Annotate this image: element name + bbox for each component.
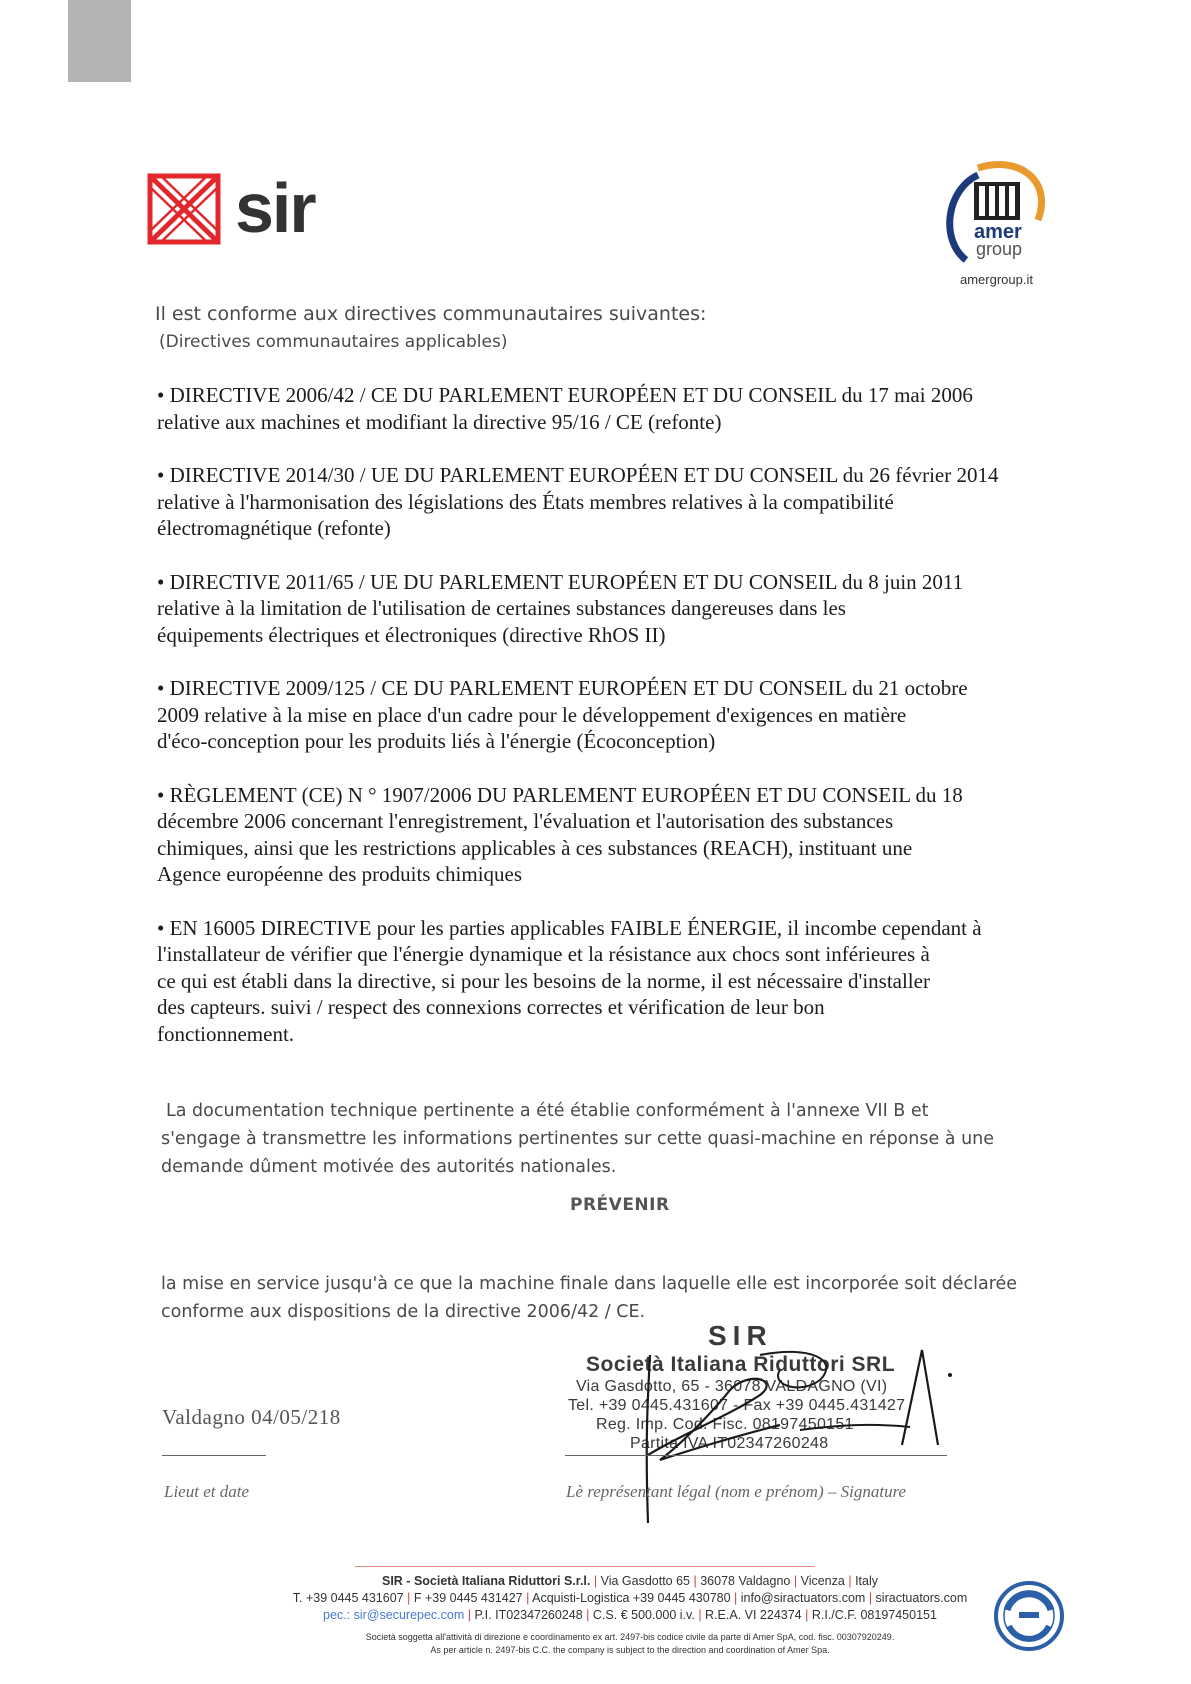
footer-company: SIR - Società Italiana Riduttori S.r.l. — [382, 1574, 591, 1588]
sir-wordmark: sir — [235, 169, 315, 247]
footer-vat: P.I. IT02347260248 — [474, 1608, 583, 1622]
footer-line-company: SIR - Società Italiana Riduttori S.r.l. | Via Gasdotto 65 | 36078 Valdagno | Vicenza | Italy — [382, 1574, 878, 1588]
directive-line: fonctionnement. — [157, 1021, 295, 1046]
directive-line: • RÈGLEMENT (CE) N ° 1907/2006 DU PARLEMENT EUROPÉEN ET DU CONSEIL du 18 — [157, 782, 963, 807]
directive-line: ce qui est établi dans la directive, si pour les besoins de la norme, il est nécessaire d'installer — [157, 968, 930, 993]
place-date-rule — [162, 1455, 266, 1456]
footer-rea: R.E.A. VI 224374 — [705, 1608, 802, 1622]
sir-logo-icon — [147, 173, 221, 245]
directive-line: des capteurs. suivi / respect des connexions correctes et vérification de leur bon — [157, 995, 825, 1019]
directive-item — [157, 675, 1057, 755]
directive-line: relative aux machines et modifiant la directive 95/16 / CE (refonte) — [157, 409, 722, 434]
page-corner-tab — [68, 0, 131, 82]
footer-capital: C.S. € 500.000 i.v. — [592, 1608, 695, 1622]
footer-address-country: Italy — [855, 1574, 878, 1588]
footer-legal-english: As per article n. 2497-bis C.C. the company is subject to the direction and coordination of Amer Spa. — [430, 1645, 830, 1655]
footer-ricf: R.I./C.F. 08197450151 — [811, 1608, 937, 1622]
directive-line: Agence européenne des produits chimiques — [157, 862, 523, 886]
directive-line: relative à l'harmonisation des législations des États membres relatives à la compatibilité — [157, 489, 894, 514]
directive-line: décembre 2006 concernant l'enregistrement, l'évaluation et l'autorisation des substances — [157, 809, 894, 833]
directive-line: l'installateur de vérifier que l'énergie dynamique et la résistance aux chocs sont inférieures à — [157, 942, 930, 966]
directive-line: relative à la limitation de l'utilisation de certaines substances dangereuses dans les — [157, 596, 846, 620]
final-line: conforme aux dispositions de la directive 2006/42 / CE. — [161, 1302, 646, 1322]
directive-line: • DIRECTIVE 2006/42 / CE DU PARLEMENT EUROPÉEN ET DU CONSEIL du 17 mai 2006 — [157, 383, 973, 407]
place-date-value: Valdagno 04/05/218 — [162, 1405, 341, 1429]
partner-website: amergroup.it — [960, 272, 1033, 287]
directive-line: • EN 16005 DIRECTIVE pour les parties applicables FAIBLE ÉNERGIE, il incombe cependant à — [157, 915, 982, 940]
footer-line-registry: pec.: sir@securepec.com | P.I. IT02347260248 | C.S. € 500.000 i.v. | R.E.A. VI 224374 | R.I./C.F. 08197450151 — [323, 1608, 937, 1622]
intro-line-2: (Directives communautaires applicables) — [159, 332, 508, 352]
tech-doc-line: s'engage à transmettre les informations pertinentes sur cette quasi-machine en réponse à une — [161, 1129, 995, 1149]
stamp-title: SIR — [708, 1320, 773, 1351]
directive-item — [157, 462, 1057, 542]
footer-address-street: Via Gasdotto 65 — [600, 1574, 691, 1588]
tech-doc-line: demande dûment motivée des autorités nationales. — [161, 1157, 617, 1177]
footer-address-province: Vicenza — [800, 1574, 845, 1588]
directive-line: équipements électriques et électroniques (directive RhOS II) — [157, 622, 666, 647]
final-line: la mise en service jusqu'à ce que la machine finale dans laquelle elle est incorporée soit déclarée — [161, 1274, 1018, 1294]
footer-website[interactable]: siractuators.com — [875, 1591, 968, 1605]
directive-line: d'éco-conception pour les produits liés à l'énergie (Écoconception) — [157, 729, 716, 753]
directive-line: chimiques, ainsi que les restrictions applicables à ces substances (REACH), instituant une — [157, 835, 913, 860]
final-paragraph — [161, 1270, 1081, 1326]
directive-item — [157, 382, 1057, 435]
amer-text: amer — [974, 221, 1022, 243]
place-date-label: Lieut et date — [164, 1482, 249, 1501]
intro-block — [155, 300, 706, 356]
directive-line: • DIRECTIVE 2011/65 / UE DU PARLEMENT EUROPÉEN ET DU CONSEIL du 8 juin 2011 — [157, 569, 964, 594]
iso-certification-badge-icon — [993, 1580, 1065, 1652]
stamp-vat: Partita IVA IT02347260248 — [630, 1435, 829, 1452]
group-text: group — [976, 239, 1023, 259]
footer — [200, 1573, 1060, 1657]
footer-pec[interactable]: pec.: sir@securepec.com — [323, 1608, 465, 1622]
directive-item — [157, 782, 1057, 888]
signature-rule — [565, 1455, 947, 1456]
footer-fax: F +39 0445 431427 — [413, 1591, 523, 1605]
stamp-company: Società Italiana Riduttori SRL — [586, 1353, 896, 1376]
footer-phone: T. +39 0445 431607 — [292, 1591, 404, 1605]
prevenir-heading: PRÉVENIR — [570, 1195, 670, 1215]
amer-group-emblem-icon — [938, 160, 1063, 270]
stamp-phone-fax: Tel. +39 0445.431607 - Fax +39 0445.431427 — [568, 1397, 906, 1414]
footer-logistics: Acquisti-Logistica +39 0445 430780 — [532, 1591, 731, 1605]
footer-divider — [355, 1566, 815, 1567]
footer-address-city: 36078 Valdagno — [700, 1574, 791, 1588]
representative-label: Lè représentant légal (nom e prénom) – Signature — [566, 1482, 907, 1501]
directive-item — [157, 915, 1057, 1048]
footer-email[interactable]: info@siractuators.com — [740, 1591, 866, 1605]
sir-logo — [147, 169, 327, 249]
stamp-registration: Reg. Imp. Cod. Fisc. 08197450151 — [596, 1416, 854, 1433]
stamp-address: Via Gasdotto, 65 - 36078 VALDAGNO (VI) — [576, 1378, 888, 1395]
directive-line: • DIRECTIVE 2009/125 / CE DU PARLEMENT EUROPÉEN ET DU CONSEIL du 21 octobre — [157, 676, 968, 700]
directive-line: • DIRECTIVE 2014/30 / UE DU PARLEMENT EUROPÉEN ET DU CONSEIL du 26 février 2014 — [157, 463, 999, 487]
directives-list — [157, 382, 1057, 1074]
directive-item — [157, 569, 1057, 649]
directive-line: 2009 relative à la mise en place d'un cadre pour le développement d'exigences en matière — [157, 702, 907, 727]
footer-line-contacts: T. +39 0445 431607 | F +39 0445 431427 | Acquisti-Logistica +39 0445 430780 | info@siractuators.com | siractuators.com — [292, 1591, 968, 1605]
footer-legal-italian: Società soggetta all'attività di direzione e coordinamento ex art. 2497-bis codice civile da parte di Amer SpA, cod. fisc. 00307920249. — [365, 1632, 895, 1642]
intro-line-1: Il est conforme aux directives communautaires suivantes: — [155, 303, 707, 325]
technical-documentation-paragraph — [161, 1097, 1061, 1181]
directive-line: électromagnétique (refonte) — [157, 516, 391, 540]
tech-doc-line: La documentation technique pertinente a été établie conformément à l'annexe VII B et — [166, 1101, 929, 1121]
amer-group-logo — [938, 160, 1063, 290]
